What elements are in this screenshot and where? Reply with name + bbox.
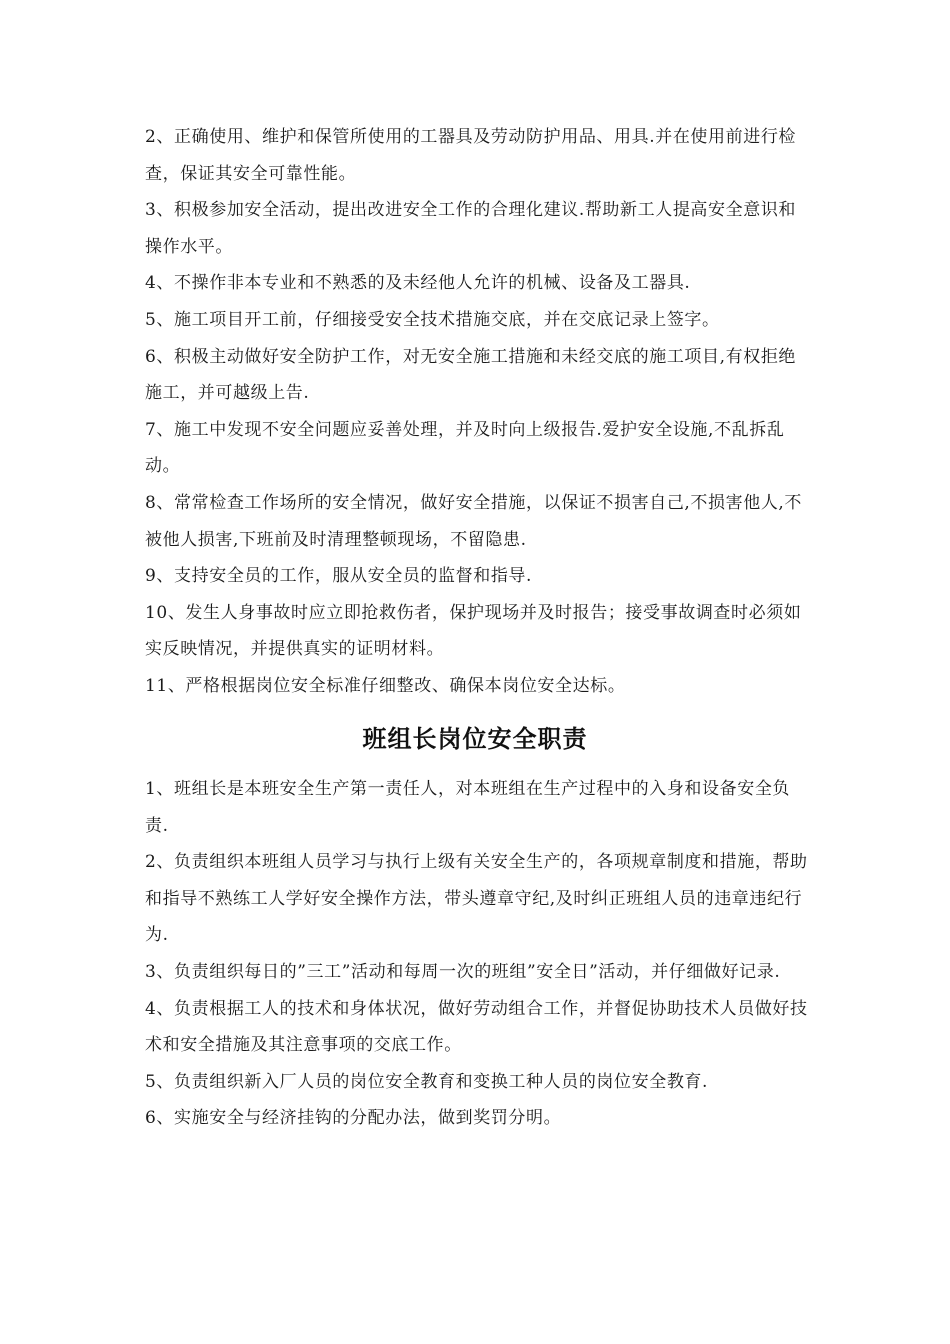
list-item: 1、班组长是本班安全生产第一责任人，对本班组在生产过程中的入身和设备安全负责. <box>145 779 791 836</box>
list-item: 6、实施安全与经济挂钩的分配办法，做到奖罚分明。 <box>145 1108 562 1129</box>
list-item: 10、发生人身事故时应立即抢救伤者，保护现场并及时报告；接受事故调查时必须如实反映情况，并提供真实的证明材料。 <box>145 602 802 660</box>
list-item: 6、积极主动做好安全防护工作，对无安全施工措施和未经交底的施工项目,有权拒绝施工，并可越级上告. <box>145 346 797 404</box>
list-item: 5、施工项目开工前，仔细接受安全技术措施交底，并在交底记录上签字。 <box>145 309 720 330</box>
list-item: 4、不操作非本专业和不熟悉的及未经他人允许的机械、设备及工器具. <box>145 273 691 294</box>
list-item: 2、正确使用、维护和保管所使用的工器具及劳动防护用品、用具.并在使用前进行检查，保证其安全可靠性能。 <box>145 127 797 184</box>
list-item: 3、积极参加安全活动，提出改进安全工作的合理化建议.帮助新工人提高安全意识和操作水平。 <box>145 200 797 257</box>
list-item: 3、负责组织每日的”三工”活动和每周一次的班组”安全日”活动，并仔细做好记录. <box>145 961 781 982</box>
list-item: 11、严格根据岗位安全标准仔细整改、确保本岗位安全达标。 <box>145 675 626 696</box>
list-item: 8、常常检查工作场所的安全情况，做好安全措施，以保证不损害自己,不损害他人,不被他人损害,下班前及时清理整顿现场，不留隐患. <box>145 492 803 550</box>
section-title: 班组长岗位安全职责 <box>362 725 588 753</box>
list-item: 2、负责组织本班组人员学习与执行上级有关安全生产的，各项规章制度和措施，帮助和指导不熟练工人学好安全操作方法，带头遵章守纪,及时纠正班组人员的违章违纪行为. <box>145 852 808 946</box>
team-leader-duties-list <box>145 771 810 1137</box>
list-item: 5、负责组织新入厂人员的岗位安全教育和变换工种人员的岗位安全教育. <box>145 1071 709 1092</box>
list-item: 4、负责根据工人的技术和身体状况，做好劳动组合工作，并督促协助技术人员做好技术和安全措施及其注意事项的交底工作。 <box>145 998 808 1056</box>
list-item: 9、支持安全员的工作，服从安全员的监督和指导. <box>145 566 533 587</box>
duties-list-continued <box>145 119 810 705</box>
list-item: 7、施工中发现不安全问题应妥善处理，并及时向上级报告.爱护安全设施,不乱拆乱动。 <box>145 419 785 477</box>
